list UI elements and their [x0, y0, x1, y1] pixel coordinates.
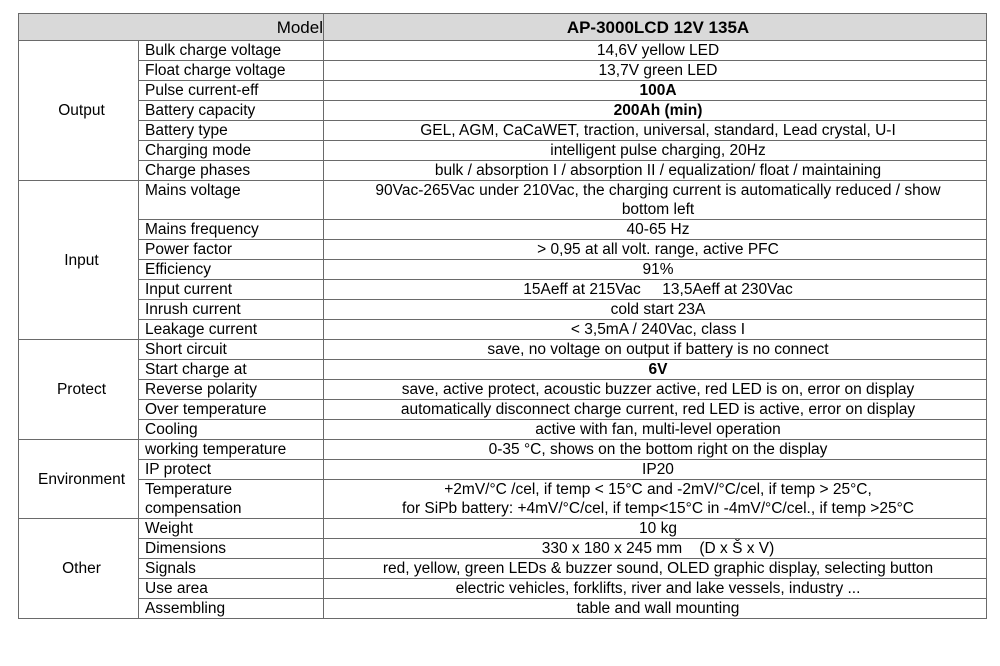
param-value-line: 90Vac-265Vac under 210Vac, the charging current is automatically reduced / show	[375, 182, 941, 199]
spec-table	[18, 13, 987, 619]
param-label: Start charge at	[139, 360, 324, 380]
table-row	[19, 220, 987, 240]
table-row	[19, 121, 987, 141]
table-row	[19, 161, 987, 181]
param-label: Use area	[139, 579, 324, 599]
group-output: Output	[19, 41, 139, 181]
param-label: IP protect	[139, 460, 324, 480]
param-label-line: Temperature	[145, 481, 233, 498]
spec-table-container	[18, 13, 987, 619]
param-label: Pulse current-eff	[139, 81, 324, 101]
param-value: red, yellow, green LEDs & buzzer sound, OLED graphic display, selecting button	[324, 559, 987, 579]
table-row	[19, 240, 987, 260]
param-label: Over temperature	[139, 400, 324, 420]
param-label: Short circuit	[139, 340, 324, 360]
param-value: intelligent pulse charging, 20Hz	[324, 141, 987, 161]
table-row	[19, 519, 987, 539]
param-label: Bulk charge voltage	[139, 41, 324, 61]
param-value: table and wall mounting	[324, 599, 987, 619]
param-value	[324, 480, 987, 519]
param-value: bulk / absorption I / absorption II / equalization/ float / maintaining	[324, 161, 987, 181]
table-row	[19, 41, 987, 61]
model-label: Model	[19, 14, 324, 41]
param-value: 14,6V yellow LED	[324, 41, 987, 61]
table-row	[19, 61, 987, 81]
param-label: Mains voltage	[139, 181, 324, 220]
table-row	[19, 340, 987, 360]
param-value	[324, 181, 987, 220]
param-label: Mains frequency	[139, 220, 324, 240]
param-label: Charge phases	[139, 161, 324, 181]
param-value: 15Aeff at 215Vac 13,5Aeff at 230Vac	[324, 280, 987, 300]
param-value: 330 x 180 x 245 mm (D x Š x V)	[324, 539, 987, 559]
table-row	[19, 300, 987, 320]
param-value: save, no voltage on output if battery is no connect	[324, 340, 987, 360]
table-row	[19, 101, 987, 121]
param-value-line: for SiPb battery: +4mV/°C/cel, if temp<15°C in -4mV/°C/cel., if temp >25°C	[402, 500, 914, 517]
table-row	[19, 141, 987, 161]
table-row	[19, 599, 987, 619]
param-value: IP20	[324, 460, 987, 480]
param-label: Signals	[139, 559, 324, 579]
group-protect: Protect	[19, 340, 139, 440]
table-row	[19, 480, 987, 519]
table-row	[19, 559, 987, 579]
table-row	[19, 181, 987, 220]
table-row	[19, 539, 987, 559]
param-value: 200Ah (min)	[324, 101, 987, 121]
table-row	[19, 81, 987, 101]
param-label: Inrush current	[139, 300, 324, 320]
table-row	[19, 400, 987, 420]
param-value: GEL, AGM, CaCaWET, traction, universal, standard, Lead crystal, U-I	[324, 121, 987, 141]
param-value: 13,7V green LED	[324, 61, 987, 81]
param-label: Charging mode	[139, 141, 324, 161]
param-label: Cooling	[139, 420, 324, 440]
table-row	[19, 460, 987, 480]
group-environment: Environment	[19, 440, 139, 519]
param-value: save, active protect, acoustic buzzer active, red LED is on, error on display	[324, 380, 987, 400]
param-label: Power factor	[139, 240, 324, 260]
param-label: Dimensions	[139, 539, 324, 559]
param-value: 0-35 °C, shows on the bottom right on the display	[324, 440, 987, 460]
param-value: 91%	[324, 260, 987, 280]
group-other: Other	[19, 519, 139, 619]
param-value: automatically disconnect charge current, red LED is active, error on display	[324, 400, 987, 420]
param-label: Input current	[139, 280, 324, 300]
param-label: Assembling	[139, 599, 324, 619]
table-row	[19, 420, 987, 440]
param-value-line: +2mV/°C /cel, if temp < 15°C and -2mV/°C/cel, if temp > 25°C,	[444, 481, 872, 498]
param-label: Battery capacity	[139, 101, 324, 121]
param-label: Reverse polarity	[139, 380, 324, 400]
group-input: Input	[19, 181, 139, 340]
param-value: 10 kg	[324, 519, 987, 539]
param-label: Leakage current	[139, 320, 324, 340]
param-label: Float charge voltage	[139, 61, 324, 81]
model-value: AP-3000LCD 12V 135A	[324, 14, 987, 41]
table-row	[19, 320, 987, 340]
param-label: working temperature	[139, 440, 324, 460]
param-value: 6V	[324, 360, 987, 380]
param-label: Weight	[139, 519, 324, 539]
param-label	[139, 480, 324, 519]
table-row	[19, 380, 987, 400]
table-row	[19, 440, 987, 460]
table-row	[19, 280, 987, 300]
table-row	[19, 260, 987, 280]
param-value: electric vehicles, forklifts, river and lake vessels, industry ...	[324, 579, 987, 599]
param-value-line: bottom left	[621, 201, 695, 218]
table-header-row	[19, 14, 987, 41]
param-label: Efficiency	[139, 260, 324, 280]
param-value: < 3,5mA / 240Vac, class I	[324, 320, 987, 340]
param-value: > 0,95 at all volt. range, active PFC	[324, 240, 987, 260]
param-value: 40-65 Hz	[324, 220, 987, 240]
param-value: 100A	[324, 81, 987, 101]
table-row	[19, 360, 987, 380]
param-value: active with fan, multi-level operation	[324, 420, 987, 440]
param-value: cold start 23A	[324, 300, 987, 320]
param-label-line: compensation	[145, 500, 242, 517]
param-label: Battery type	[139, 121, 324, 141]
table-row	[19, 579, 987, 599]
